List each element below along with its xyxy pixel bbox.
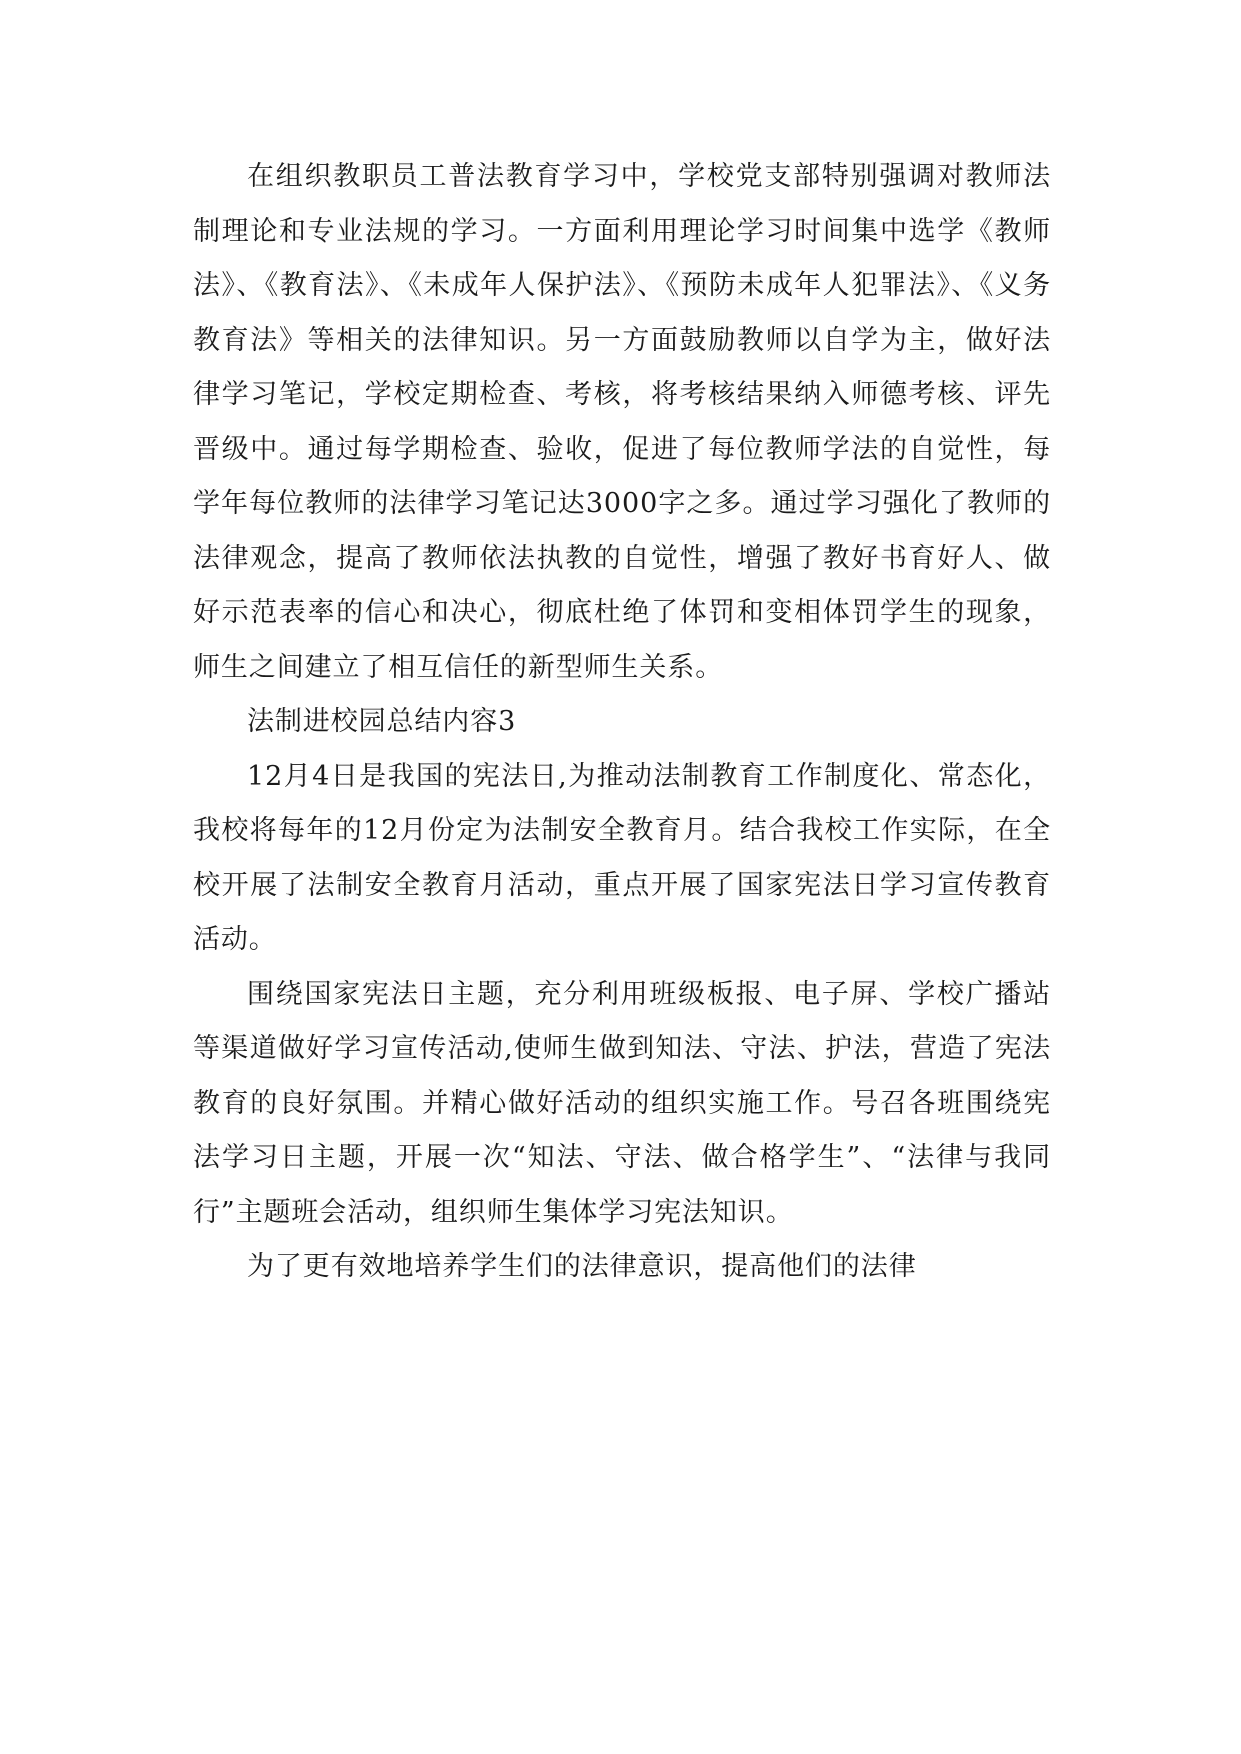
paragraph-publicity-activities: 围绕国家宪法日主题，充分利用班级板报、电子屏、学校广播站等渠道做好学习宣传活动,使师生做到知法、守法、护法，营造了宪法教育的良好氛围。并精心做好活动的组织实施工作。号召各班围绕宪法学习日主题，开展一次“知法、守法、做合格学生”、“法律与我同行”主题班会活动，组织师生集体学习宪法知识。	[193, 978, 1051, 1228]
paragraph-legal-awareness: 为了更有效地培养学生们的法律意识，提高他们的法律	[247, 1251, 917, 1282]
document-body	[193, 150, 1051, 1295]
section-heading: 法制进校园总结内容3	[247, 706, 517, 737]
paragraph-constitution-day: 12月4日是我国的宪法日,为推动法制教育工作制度化、常态化，我校将每年的12月份定为法制安全教育月。结合我校工作实际，在全校开展了法制安全教育月活动，重点开展了国家宪法日学习宣传教育活动。	[193, 760, 1051, 955]
paragraph-teacher-law-study: 在组织教职员工普法教育学习中，学校党支部特别强调对教师法制理论和专业法规的学习。一方面利用理论学习时间集中选学《教师法》、《教育法》、《未成年人保护法》、《预防未成年人犯罪法》、《义务教育法》等相关的法律知识。另一方面鼓励教师以自学为主，做好法律学习笔记，学校定期检查、考核，将考核结果纳入师德考核、评先晋级中。通过每学期检查、验收，促进了每位教师学法的自觉性，每学年每位教师的法律学习笔记达3000字之多。通过学习强化了教师的法律观念，提高了教师依法执教的自觉性，增强了教好书育好人、做好示范表率的信心和决心，彻底杜绝了体罚和变相体罚学生的现象，师生之间建立了相互信任的新型师生关系。	[193, 161, 1051, 683]
